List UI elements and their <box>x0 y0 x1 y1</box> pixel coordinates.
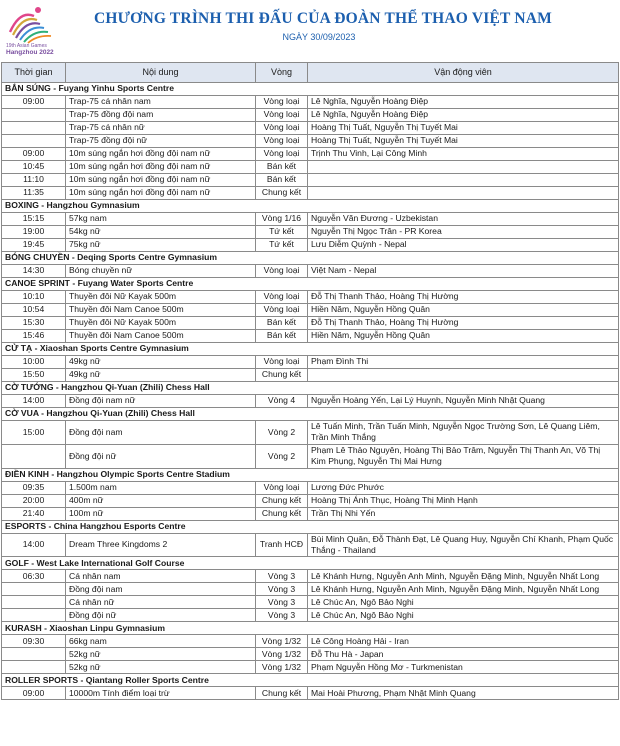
cell-time: 14:00 <box>2 395 66 408</box>
cell-athletes: Phạm Đình Thi <box>308 356 619 369</box>
cell-time: 20:00 <box>2 494 66 507</box>
section-row <box>2 408 619 421</box>
table-row <box>2 661 619 674</box>
cell-time <box>2 109 66 122</box>
section-title: CỬ TẠ - Xiaoshan Sports Centre Gymnasium <box>2 343 619 356</box>
cell-time: 10:54 <box>2 304 66 317</box>
cell-round: Chung kết <box>256 507 308 520</box>
cell-round: Vòng 2 <box>256 421 308 445</box>
cell-time: 15:46 <box>2 330 66 343</box>
schedule-table <box>1 62 619 700</box>
cell-time <box>2 122 66 135</box>
cell-event: Trap-75 cá nhân nữ <box>66 122 256 135</box>
table-row <box>2 421 619 445</box>
column-header-athletes: Vận động viên <box>308 63 619 83</box>
cell-event: 52kg nữ <box>66 648 256 661</box>
cell-time: 09:00 <box>2 687 66 700</box>
cell-round: Bán kết <box>256 161 308 174</box>
page-date: NGÀY 30/09/2023 <box>282 32 356 42</box>
cell-round: Vòng 1/32 <box>256 648 308 661</box>
cell-event: 57kg nam <box>66 213 256 226</box>
cell-time: 21:40 <box>2 507 66 520</box>
table-row <box>2 161 619 174</box>
cell-event: Đồng đội nam nữ <box>66 395 256 408</box>
cell-time <box>2 135 66 148</box>
cell-event: 75kg nữ <box>66 239 256 252</box>
section-row <box>2 468 619 481</box>
cell-athletes: Lê Nghĩa, Nguyễn Hoàng Điệp <box>308 96 619 109</box>
cell-event: 49kg nữ <box>66 369 256 382</box>
column-header-event: Nội dung <box>66 63 256 83</box>
table-row <box>2 291 619 304</box>
section-row <box>2 382 619 395</box>
column-header-time: Thời gian <box>2 63 66 83</box>
cell-athletes <box>308 174 619 187</box>
table-row <box>2 148 619 161</box>
cell-time: 09:30 <box>2 635 66 648</box>
table-row <box>2 583 619 596</box>
cell-round: Tứ kết <box>256 239 308 252</box>
cell-round: Chung kết <box>256 369 308 382</box>
cell-time: 11:35 <box>2 187 66 200</box>
cell-round: Vòng 3 <box>256 609 308 622</box>
section-title: BOXING - Hangzhou Gymnasium <box>2 200 619 213</box>
table-row <box>2 507 619 520</box>
table-row <box>2 109 619 122</box>
cell-time: 09:00 <box>2 148 66 161</box>
cell-athletes: Lê Công Hoàng Hải - Iran <box>308 635 619 648</box>
cell-athletes: Lưu Diễm Quỳnh - Nepal <box>308 239 619 252</box>
cell-time: 15:00 <box>2 421 66 445</box>
cell-athletes: Lê Chúc An, Ngô Bảo Nghi <box>308 596 619 609</box>
section-row <box>2 674 619 687</box>
table-row <box>2 96 619 109</box>
cell-athletes: Phạm Lê Thảo Nguyên, Hoàng Thị Bảo Trâm, Nguyễn Thị Thanh An, Võ Thị Kim Phụng, Nguyễn Thị Mai Hưng <box>308 444 619 468</box>
cell-event: 10000m Tính điểm loại trừ <box>66 687 256 700</box>
logo-caption: 19th Asian Games <box>6 43 47 49</box>
cell-athletes: Hiền Năm, Nguyễn Hồng Quân <box>308 330 619 343</box>
cell-time: 06:30 <box>2 570 66 583</box>
cell-athletes <box>308 187 619 200</box>
section-row <box>2 622 619 635</box>
section-title: ROLLER SPORTS - Qiantang Roller Sports Centre <box>2 674 619 687</box>
cell-time: 10:10 <box>2 291 66 304</box>
cell-event: 1.500m nam <box>66 481 256 494</box>
schedule-body <box>2 83 619 700</box>
cell-athletes: Nguyễn Văn Đương - Uzbekistan <box>308 213 619 226</box>
cell-athletes: Lê Chúc An, Ngô Bảo Nghi <box>308 609 619 622</box>
section-title: ĐIỀN KINH - Hangzhou Olympic Sports Centre Stadium <box>2 468 619 481</box>
cell-athletes: Đỗ Thu Hà - Japan <box>308 648 619 661</box>
cell-time: 10:45 <box>2 161 66 174</box>
section-title: CANOE SPRINT - Fuyang Water Sports Centre <box>2 278 619 291</box>
page-title: CHƯƠNG TRÌNH THI ĐẤU CỦA ĐOÀN THỂ THAO VIỆT NAM <box>94 10 552 27</box>
cell-athletes <box>308 161 619 174</box>
cell-athletes: Việt Nam - Nepal <box>308 265 619 278</box>
table-row <box>2 369 619 382</box>
table-row <box>2 330 619 343</box>
logo-caption-city: Hangzhou 2022 <box>6 49 54 56</box>
table-header-row <box>2 63 619 83</box>
cell-round: Vòng loại <box>256 96 308 109</box>
cell-time: 11:10 <box>2 174 66 187</box>
section-title: BẮN SÚNG - Fuyang Yinhu Sports Centre <box>2 83 619 96</box>
section-title: ESPORTS - China Hangzhou Esports Centre <box>2 520 619 533</box>
cell-round: Bán kết <box>256 317 308 330</box>
cell-round: Vòng 3 <box>256 583 308 596</box>
cell-time: 19:45 <box>2 239 66 252</box>
section-row <box>2 343 619 356</box>
cell-event: 10m súng ngắn hơi đồng đội nam nữ <box>66 148 256 161</box>
table-row <box>2 317 619 330</box>
table-row <box>2 174 619 187</box>
cell-athletes: Đỗ Thị Thanh Thảo, Hoàng Thị Hường <box>308 291 619 304</box>
cell-time: 15:30 <box>2 317 66 330</box>
table-row <box>2 609 619 622</box>
cell-time <box>2 444 66 468</box>
cell-round: Vòng 3 <box>256 596 308 609</box>
cell-event: Thuyền đôi Nam Canoe 500m <box>66 330 256 343</box>
cell-athletes: Phạm Nguyễn Hồng Mơ - Turkmenistan <box>308 661 619 674</box>
section-title: CỜ TƯỚNG - Hangzhou Qi-Yuan (Zhili) Chess Hall <box>2 382 619 395</box>
cell-event: Dream Three Kingdoms 2 <box>66 533 256 557</box>
cell-event: Cá nhân nam <box>66 570 256 583</box>
section-row <box>2 557 619 570</box>
cell-round: Chung kết <box>256 494 308 507</box>
table-row <box>2 395 619 408</box>
table-row <box>2 356 619 369</box>
cell-athletes: Trần Thị Nhi Yến <box>308 507 619 520</box>
table-row <box>2 648 619 661</box>
page-header <box>0 0 620 58</box>
cell-athletes: Lê Nghĩa, Nguyễn Hoàng Điệp <box>308 109 619 122</box>
cell-round: Vòng 1/32 <box>256 661 308 674</box>
section-row <box>2 252 619 265</box>
column-header-round: Vòng <box>256 63 308 83</box>
cell-event: 10m súng ngắn hơi đồng đội nam nữ <box>66 161 256 174</box>
cell-athletes: Lê Tuấn Minh, Trần Tuấn Minh, Nguyễn Ngọc Trường Sơn, Lê Quang Liêm, Trần Minh Thắng <box>308 421 619 445</box>
cell-round: Vòng 4 <box>256 395 308 408</box>
cell-event: Đồng đội nam <box>66 421 256 445</box>
cell-event: Thuyền đôi Nữ Kayak 500m <box>66 317 256 330</box>
table-row <box>2 265 619 278</box>
cell-event: 54kg nữ <box>66 226 256 239</box>
cell-time: 09:35 <box>2 481 66 494</box>
cell-time <box>2 583 66 596</box>
cell-athletes: Hiền Năm, Nguyễn Hồng Quân <box>308 304 619 317</box>
section-title: KURASH - Xiaoshan Linpu Gymnasium <box>2 622 619 635</box>
section-row <box>2 520 619 533</box>
table-row <box>2 304 619 317</box>
cell-time: 14:30 <box>2 265 66 278</box>
table-row <box>2 226 619 239</box>
cell-event: Trap-75 đồng đội nam <box>66 109 256 122</box>
section-row <box>2 200 619 213</box>
cell-round: Vòng loại <box>256 304 308 317</box>
cell-time <box>2 609 66 622</box>
cell-athletes: Lê Khánh Hưng, Nguyễn Anh Minh, Nguyễn Đặng Minh, Nguyễn Nhất Long <box>308 570 619 583</box>
section-title: GOLF - West Lake International Golf Course <box>2 557 619 570</box>
table-row <box>2 135 619 148</box>
cell-round: Vòng loại <box>256 356 308 369</box>
cell-round: Vòng 3 <box>256 570 308 583</box>
cell-time: 15:50 <box>2 369 66 382</box>
table-row <box>2 481 619 494</box>
table-row <box>2 533 619 557</box>
section-row <box>2 278 619 291</box>
cell-event: 100m nữ <box>66 507 256 520</box>
table-row <box>2 187 619 200</box>
cell-round: Vòng 1/16 <box>256 213 308 226</box>
cell-athletes: Trịnh Thu Vinh, Lại Công Minh <box>308 148 619 161</box>
cell-round: Vòng loại <box>256 148 308 161</box>
table-row <box>2 122 619 135</box>
cell-round: Vòng 2 <box>256 444 308 468</box>
cell-round: Chung kết <box>256 187 308 200</box>
cell-athletes: Hoàng Thị Tuất, Nguyễn Thị Tuyết Mai <box>308 135 619 148</box>
cell-athletes <box>308 369 619 382</box>
cell-round: Vòng loại <box>256 291 308 304</box>
cell-event: Đồng đội nữ <box>66 609 256 622</box>
cell-time: 09:00 <box>2 96 66 109</box>
cell-event: 49kg nữ <box>66 356 256 369</box>
table-row <box>2 570 619 583</box>
cell-round: Vòng loại <box>256 135 308 148</box>
cell-round: Vòng loại <box>256 481 308 494</box>
cell-event: 52kg nữ <box>66 661 256 674</box>
cell-time: 14:00 <box>2 533 66 557</box>
table-row <box>2 635 619 648</box>
cell-event: Trap-75 đồng đội nữ <box>66 135 256 148</box>
cell-athletes: Mai Hoài Phương, Phạm Nhật Minh Quang <box>308 687 619 700</box>
table-row <box>2 494 619 507</box>
cell-event: Trap-75 cá nhân nam <box>66 96 256 109</box>
cell-round: Vòng loại <box>256 122 308 135</box>
cell-round: Chung kết <box>256 687 308 700</box>
section-row <box>2 83 619 96</box>
cell-event: Cá nhân nữ <box>66 596 256 609</box>
cell-round: Tứ kết <box>256 226 308 239</box>
cell-time <box>2 596 66 609</box>
cell-athletes: Nguyễn Hoàng Yến, Lại Lý Huynh, Nguyễn Minh Nhật Quang <box>308 395 619 408</box>
cell-round: Tranh HCĐ <box>256 533 308 557</box>
table-row <box>2 444 619 468</box>
cell-event: Đồng đội nữ <box>66 444 256 468</box>
cell-round: Bán kết <box>256 330 308 343</box>
section-title: CỜ VUA - Hangzhou Qi-Yuan (Zhili) Chess Hall <box>2 408 619 421</box>
cell-athletes: Nguyễn Thị Ngọc Trân - PR Korea <box>308 226 619 239</box>
cell-athletes: Lê Khánh Hưng, Nguyễn Anh Minh, Nguyễn Đặng Minh, Nguyễn Nhất Long <box>308 583 619 596</box>
table-row <box>2 213 619 226</box>
cell-time <box>2 661 66 674</box>
cell-event: 10m súng ngắn hơi đồng đội nam nữ <box>66 174 256 187</box>
cell-round: Vòng 1/32 <box>256 635 308 648</box>
cell-event: Thuyền đôi Nữ Kayak 500m <box>66 291 256 304</box>
cell-time: 19:00 <box>2 226 66 239</box>
cell-time: 10:00 <box>2 356 66 369</box>
cell-event: 10m súng ngắn hơi đồng đội nam nữ <box>66 187 256 200</box>
cell-athletes: Lương Đức Phước <box>308 481 619 494</box>
cell-event: Đồng đội nam <box>66 583 256 596</box>
table-row <box>2 687 619 700</box>
cell-athletes: Hoàng Thị Tuất, Nguyễn Thị Tuyết Mai <box>308 122 619 135</box>
cell-event: 400m nữ <box>66 494 256 507</box>
table-row <box>2 239 619 252</box>
cell-round: Vòng loại <box>256 109 308 122</box>
cell-event: Thuyền đôi Nam Canoe 500m <box>66 304 256 317</box>
section-title: BÓNG CHUYỀN - Deqing Sports Centre Gymnasium <box>2 252 619 265</box>
cell-athletes: Hoàng Thị Ánh Thục, Hoàng Thị Minh Hạnh <box>308 494 619 507</box>
cell-time: 15:15 <box>2 213 66 226</box>
cell-athletes: Đỗ Thị Thanh Thảo, Hoàng Thị Hường <box>308 317 619 330</box>
cell-event: 66kg nam <box>66 635 256 648</box>
cell-time <box>2 648 66 661</box>
cell-round: Bán kết <box>256 174 308 187</box>
cell-athletes: Bùi Minh Quân, Đỗ Thành Đạt, Lê Quang Huy, Nguyễn Chí Khanh, Phạm Quốc Thắng - Thailand <box>308 533 619 557</box>
cell-event: Bóng chuyền nữ <box>66 265 256 278</box>
cell-round: Vòng loại <box>256 265 308 278</box>
table-row <box>2 596 619 609</box>
